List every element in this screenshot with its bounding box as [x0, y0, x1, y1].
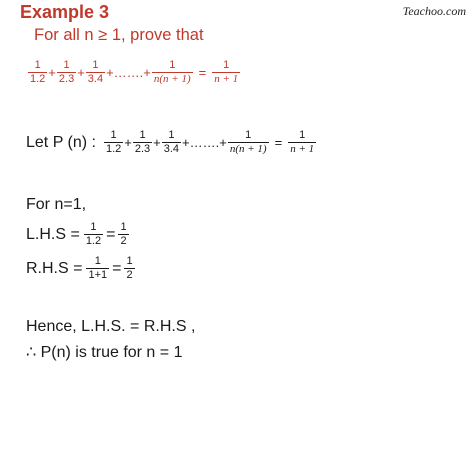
denominator: n + 1: [290, 143, 315, 155]
numerator: 1: [34, 59, 41, 71]
fraction-term-n: [152, 60, 193, 85]
fraction-term-3: [162, 130, 181, 155]
denominator: n(n + 1): [153, 73, 191, 85]
numerator: 1: [299, 129, 306, 141]
plus-sign: +: [124, 135, 132, 150]
equals-sign: =: [112, 259, 122, 277]
formula-statement: [28, 60, 240, 85]
numerator: 1: [169, 59, 176, 71]
denominator: n + 1: [214, 73, 239, 85]
therefore-line: ∴ P(n) is true for n = 1: [26, 344, 183, 361]
example-title: Example 3: [20, 2, 110, 22]
ellipsis: +…….+: [182, 135, 227, 150]
fraction-term-3: [86, 60, 105, 85]
lhs-line: [26, 222, 129, 247]
lhs-fraction-1: [84, 222, 103, 247]
plus-sign: +: [153, 135, 161, 150]
denominator: 2: [120, 235, 127, 247]
base-case-heading: For n=1,: [26, 196, 87, 213]
numerator: 1: [139, 129, 146, 141]
ellipsis: +…….+: [106, 65, 151, 80]
fraction-rhs: [288, 130, 316, 155]
numerator: 1: [92, 59, 99, 71]
p-formula: [104, 130, 316, 155]
denominator: 2.3: [134, 143, 151, 155]
rhs-label: R.H.S =: [26, 259, 83, 277]
let-p-definition: [26, 130, 316, 155]
numerator: 1: [120, 221, 127, 233]
denominator: 3.4: [163, 143, 180, 155]
hence-line: Hence, L.H.S. = R.H.S ,: [26, 318, 196, 335]
numerator: 1: [110, 129, 117, 141]
denominator: 1.2: [30, 73, 46, 85]
lhs-label: L.H.S =: [26, 225, 80, 243]
numerator: 1: [90, 221, 97, 233]
rhs-fraction-2: [124, 256, 134, 281]
equals-sign: =: [198, 65, 207, 80]
numerator: 1: [94, 255, 101, 267]
fraction-term-n: [228, 130, 269, 155]
denominator: 1.2: [105, 143, 122, 155]
fraction-rhs: [212, 60, 240, 85]
fraction-term-2: [57, 60, 76, 85]
numerator: 1: [223, 59, 230, 71]
numerator: 1: [63, 59, 70, 71]
fraction-term-1: [28, 60, 47, 85]
denominator: 2.3: [58, 73, 75, 85]
numerator: 1: [245, 129, 252, 141]
denominator: 3.4: [87, 73, 104, 85]
denominator: 1+1: [88, 269, 108, 281]
numerator: 1: [126, 255, 133, 267]
denominator: n(n + 1): [229, 143, 267, 155]
denominator: 1.2: [85, 235, 102, 247]
equals-sign: =: [274, 135, 283, 150]
plus-sign: +: [48, 65, 56, 80]
equals-sign: =: [106, 225, 116, 243]
lhs-fraction-2: [118, 222, 128, 247]
rhs-line: [26, 256, 135, 281]
denominator: 2: [126, 269, 133, 281]
problem-statement: For all n ≥ 1, prove that: [34, 26, 204, 44]
watermark: Teachoo.com: [402, 4, 466, 18]
fraction-term-1: [104, 130, 123, 155]
numerator: 1: [168, 129, 175, 141]
rhs-fraction-1: [86, 256, 109, 281]
let-p-label: Let P (n) :: [26, 133, 96, 151]
fraction-term-2: [133, 130, 152, 155]
plus-sign: +: [77, 65, 85, 80]
